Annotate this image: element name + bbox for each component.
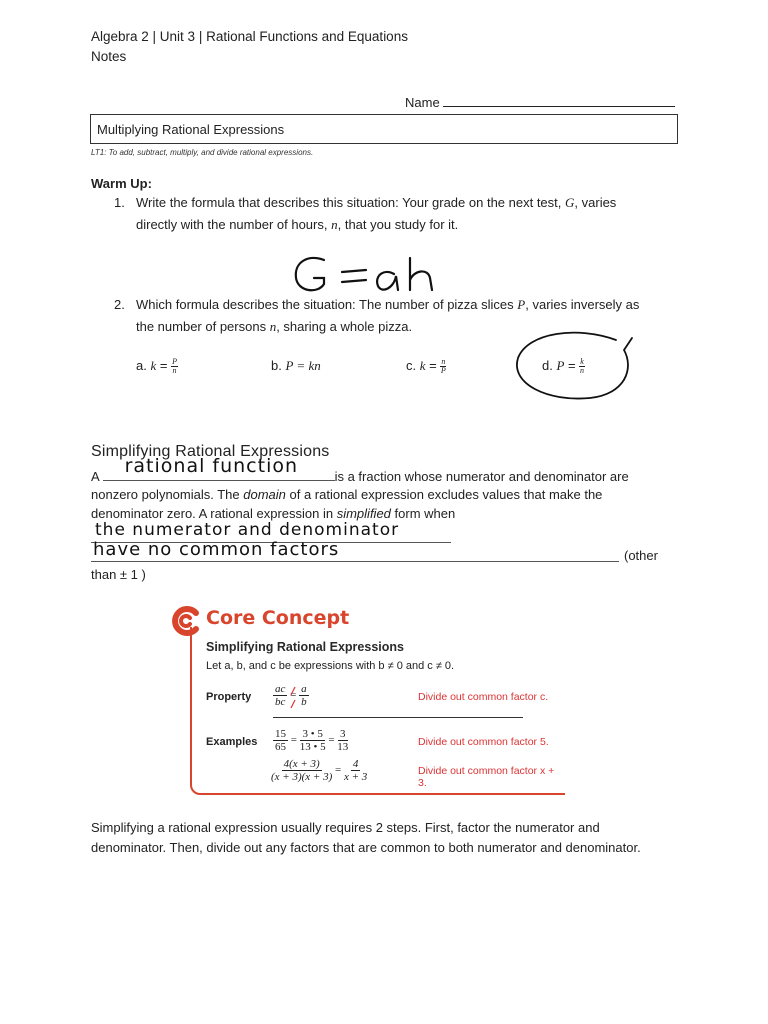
learning-target: LT1: To add, subtract, multiply, and divide rational expressions. [91,148,314,157]
rational-function-blank[interactable] [103,455,335,481]
p1-a: A [91,469,99,484]
footer-line-2: denominator. Then, divide out any factors that are common to both numerator and denominator. [91,840,641,855]
definition-line-2 [91,485,691,505]
warmup-heading: Warm Up: [91,176,152,191]
course-line: Algebra 2 | Unit 3 | Rational Functions and Equations [91,29,408,44]
ex1-d3: 13 [337,741,349,753]
choice-c-lhs: k [419,358,426,373]
ex2-d1: (x + 3)(x + 3) [271,771,333,783]
simplified-blank-2[interactable] [91,539,619,562]
core-concept-subtitle: Simplifying Rational Expressions [206,640,404,654]
ex1-n2: 3 • 5 [302,728,323,740]
core-concept-divider [273,717,523,718]
choice-a-fraction: $\frac{P}{n}$ [172,357,177,376]
property-math: $\frac{ac}{bc}$ = $\frac{a}{b}$ [275,683,307,708]
q2-text-b: , varies inversely as [525,297,640,312]
example-1-note: Divide out common factor 5. [418,736,549,748]
q1-text-d: , that you study for it. [337,217,459,232]
choice-d-lhs: P [556,358,565,373]
footer-line-1: Simplifying a rational expression usually requires 2 steps. First, factor the numerator and [91,820,600,835]
definition-line-1 [91,455,691,487]
other-text-2: than ± 1 ) [91,567,146,582]
choice-a-lhs: k [150,358,157,373]
p2-a: nonzero polynomials. The [91,487,240,502]
q1-text-a: Write the formula that describes this situation: Your grade on the next test, [136,195,562,210]
choice-c[interactable]: c. k = $\frac{n}{P}$ [406,357,446,376]
prop-n1: ac [275,683,286,695]
prop-d1: bc [275,696,286,708]
prop-n2: a [301,683,307,695]
question-1-number: 1. [114,195,125,210]
q2-text-a: Which formula describes the situation: The number of pizza slices [136,297,514,312]
p2-b: of a rational expression excludes values that make the [289,487,603,502]
core-concept-box [170,605,565,795]
answer-circle-icon [508,328,640,406]
example-2-note: Divide out common factor x + 3. [418,765,555,789]
other-text: (other [624,548,658,563]
handwritten-rational-function: rational function [124,455,299,477]
choice-c-fraction: $\frac{n}{P}$ [440,357,446,376]
examples-label: Examples [206,736,258,748]
example-1-math: $\frac{15}{65}$ = $\frac{3 • 5}{13 • 5}$ = $\frac{3}{13}$ [275,728,349,753]
notes-line: Notes [91,49,127,64]
core-concept-title: Core Concept [206,607,350,629]
handwritten-line-1: the numerator and denominator [95,520,400,540]
p3-a: denominator zero. A rational expression in [91,506,334,521]
choice-d-fraction: $\frac{k}{n}$ [580,357,585,376]
handwritten-line-2: have no common factors [93,539,340,560]
ex1-d2: 13 • 5 [299,741,326,753]
p3-b: form when [394,506,456,521]
choice-d[interactable]: d. P = $\frac{k}{n}$ [542,357,585,376]
core-concept-let: Let a, b, and c be expressions with b ≠ 0 and c ≠ 0. [206,660,455,672]
title-box [90,114,678,144]
q2-text-c: the number of persons [136,319,267,334]
p2-domain: domain [243,487,286,502]
choice-b-label: b. [271,358,282,373]
p3-simplified: simplified [336,506,391,521]
prop-d2: b [301,696,307,708]
question-2-number: 2. [114,297,125,312]
name-label: Name [405,95,440,110]
q1-var-n: n [331,217,338,232]
name-field[interactable] [405,94,675,110]
q1-text-c: directly with the number of hours, [136,217,328,232]
core-concept-logo-icon [170,605,202,637]
q2-text-d: , sharing a whole pizza. [276,319,413,334]
ex2-d2: x + 3 [343,771,368,783]
ex1-n1: 15 [275,728,286,740]
choice-b[interactable] [271,358,321,374]
q1-text-b: , varies [574,195,617,210]
handwritten-answer-icon [286,252,456,297]
property-note: Divide out common factor c. [418,691,549,703]
page-title: Multiplying Rational Expressions [97,122,285,137]
q2-var-p: P [517,297,526,312]
choice-a-label: a. [136,358,147,373]
document-header [91,27,408,67]
ex2-n2: 4 [352,758,359,770]
footer-paragraph [91,818,711,858]
ex1-n3: 3 [340,728,346,740]
choice-d-label: d. [542,358,553,373]
section-heading: Simplifying Rational Expressions [91,443,330,460]
ex2-n1: 4(x + 3) [283,758,320,770]
example-2-math: $\frac{4(x + 3)}{(x + 3)(x + 3)}$ = $\frac{4}{x + 3}$ [271,758,368,783]
question-1 [114,192,696,236]
cancel-c-icon [282,685,302,711]
p1-b: is a fraction whose numerator and denominator are [334,469,629,484]
choice-c-label: c. [406,358,417,373]
property-label: Property [206,691,252,703]
ex1-d1: 65 [275,741,286,753]
q1-var-g: G [565,195,575,210]
q2-var-n: n [269,319,277,334]
name-blank[interactable] [443,94,675,107]
choice-a[interactable]: a. k = $\frac{P}{n}$ [136,357,177,376]
choice-b-expr: P = kn [285,358,321,373]
